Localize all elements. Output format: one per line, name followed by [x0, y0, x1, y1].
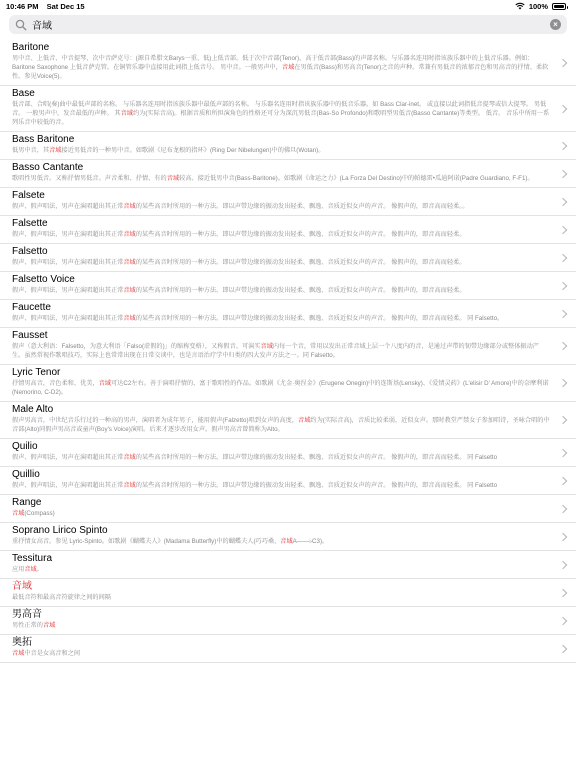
text-segment: 假声、假声唱法，男声在演唱超出其正常	[12, 482, 124, 489]
list-item[interactable]	[0, 40, 576, 86]
highlight-term: 音域	[123, 203, 136, 210]
highlight-term: 音域	[123, 482, 136, 489]
text-segment: 假声、假声唱法，男声在演唱超出其正常	[12, 231, 124, 238]
text-segment: Faucette	[12, 302, 51, 313]
clear-icon[interactable]: ×	[550, 19, 561, 30]
highlight-term: 音域	[123, 315, 136, 322]
list-item-title	[12, 245, 550, 258]
text-segment: 假声、假声唱法，男声在演唱超出其正常	[12, 287, 124, 294]
text-segment: Range	[12, 497, 42, 508]
list-item[interactable]	[0, 495, 576, 523]
text-segment: 奥拓	[12, 637, 32, 648]
list-item[interactable]	[0, 244, 576, 272]
list-item-description	[12, 621, 550, 630]
list-item[interactable]	[0, 365, 576, 402]
text-segment: 假声、假声唱法，男声在演唱超出其正常	[12, 203, 124, 210]
text-segment: Baritone	[12, 42, 50, 53]
list-item-title	[12, 87, 550, 100]
text-segment: 的某些高音时所用的一种方法。即以声带边缘的振动发出轻柔、飘逸、音质近似女声的声音。 像假声的，即音高而轻柔。 同 Falsetto	[135, 454, 498, 461]
highlight-term: 音域	[12, 581, 32, 592]
list-item-title	[12, 580, 550, 593]
list-item-title	[12, 440, 550, 453]
highlight-term: 音域	[298, 417, 311, 424]
list-item-title	[12, 217, 550, 230]
text-segment: 约为(实际音高)。根据音质和所担演角色的性格还可分为深沉男低音(Bas-So Profondo)和歌唱型男低音(Basso Cantante)等类型。 低音。 音乐中所用一系列乐音中较低的音。	[12, 110, 550, 126]
list-item-title	[12, 329, 550, 342]
list-item[interactable]	[0, 551, 576, 579]
text-segment: 。	[36, 566, 43, 573]
chevron-right-icon	[559, 141, 567, 149]
text-segment: 较高、接近低男中音(Bass-Baritone)。如歌剧《命运之力》(La Forza Del Destino)中的帕德雷•瓜迪阿诺(Padre Guardiano, F-F1)。	[179, 175, 534, 182]
list-item-title	[12, 552, 550, 565]
list-item-title	[12, 524, 550, 537]
text-segment: Tessitura	[12, 553, 53, 564]
list-item[interactable]	[0, 635, 576, 663]
text-segment: 的某些高音时所用的一种方法。即以声带边缘的振动发出轻柔、飘逸、音质近似女声的声音。 像假声的，即音高而轻柔。	[135, 287, 466, 294]
list-item-description	[12, 54, 550, 81]
status-date: Sat Dec 15	[46, 1, 85, 11]
list-item[interactable]	[0, 467, 576, 495]
chevron-right-icon	[559, 253, 567, 261]
text-segment: 抒情男高音，音色柔和、优美，	[12, 380, 99, 387]
list-item-description	[12, 174, 550, 183]
highlight-term: 音域	[260, 343, 273, 350]
text-segment: 歌唱性男低音。又称抒情男低音。声音柔和、抒情、有的	[12, 175, 167, 182]
chevron-right-icon	[559, 476, 567, 484]
text-segment: Quillio	[12, 469, 40, 480]
list-item-description	[12, 537, 550, 546]
list-item-title	[12, 366, 550, 379]
list-item-description	[12, 342, 550, 360]
battery-icon	[552, 3, 566, 10]
list-item-description	[12, 286, 550, 295]
list-item-description	[12, 230, 550, 239]
text-segment: 假声、假声唱法，男声在演唱超出其正常	[12, 454, 124, 461]
wifi-icon	[515, 2, 525, 10]
chevron-right-icon	[559, 504, 567, 512]
text-segment: 男性正常的	[12, 622, 43, 629]
list-item-description	[12, 314, 550, 323]
list-item[interactable]	[0, 216, 576, 244]
list-item-title	[12, 189, 550, 202]
list-item-description	[12, 481, 550, 490]
text-segment: (Compass)	[24, 510, 55, 517]
chevron-right-icon	[559, 588, 567, 596]
highlight-term: 音域	[120, 110, 133, 117]
text-segment: Soprano Lirico Spinto	[12, 525, 108, 536]
text-segment: Falsetto	[12, 246, 48, 257]
status-bar	[0, 0, 576, 12]
text-segment: Male Alto	[12, 404, 54, 415]
search-bar	[0, 12, 576, 38]
list-item-description	[12, 509, 550, 518]
list-item[interactable]	[0, 607, 576, 635]
list-item[interactable]	[0, 188, 576, 216]
list-item-description	[12, 379, 550, 397]
battery-fill	[554, 5, 564, 8]
list-item-title	[12, 496, 550, 509]
list-item-title	[12, 608, 550, 621]
text-segment: 接近男低音的一种男中音。如歌剧《尼布龙根的指环》(Ring Der Nibelungen)中的佛旦(Wotan)。	[61, 147, 325, 154]
list-item-title	[12, 301, 550, 314]
list-item-description	[12, 202, 550, 211]
text-segment: 重抒情女高音。参见 Lyric-Spinto。如歌剧《蝴蝶夫人》(Madama Butterfly)中的蝴蝶夫人(巧巧桑，	[12, 538, 281, 545]
list-item[interactable]	[0, 523, 576, 551]
search-input[interactable]	[32, 19, 550, 30]
search-field-container[interactable]	[9, 15, 567, 34]
text-segment: 低音部、合唱(奏)曲中最低声部的名称。 与乐器名连用时指该族乐器中最低声部的名称。 与乐器名连用时指该族乐器中的低音乐器。如 Bass Clar-inet。 或直接以此词指低音提琴或倍大提琴。 男低音。 一般男声中，发音最低的声种。 其	[12, 101, 547, 117]
chevron-right-icon	[559, 448, 567, 456]
list-item-description	[12, 453, 550, 462]
list-item-title	[12, 161, 550, 174]
text-segment: 在男低音(Bass)和男高音(Tenor)之音的声种。常兼有男低音的浓郁音色和男高音的抒情、柔软性。参见Voice(5)。	[12, 64, 549, 80]
text-segment: 的某些高音时所用的一种方法。即以声带边缘的振动发出轻柔、飘逸、音质近似女声的声音。 像假声的，即音高而轻柔。	[135, 231, 466, 238]
chevron-right-icon	[559, 644, 567, 652]
text-segment: 假声、假声唱法，男声在演唱超出其正常	[12, 315, 124, 322]
list-item-description	[12, 100, 550, 127]
list-item[interactable]	[0, 328, 576, 365]
text-segment: 的某些高音时所用的一种方法。即以声带边缘的振动发出轻柔、飘逸、音质近似女声的声音。 像假声的，即音高而轻柔。 同 Falsetto	[135, 482, 498, 489]
highlight-term: 音域	[123, 287, 136, 294]
text-segment: A——♭C3)。	[292, 538, 329, 545]
list-item-title	[12, 403, 550, 416]
highlight-term: 音域	[166, 175, 180, 182]
highlight-term: 音域	[123, 259, 136, 266]
text-segment: 中音是女高音和之间	[24, 650, 81, 657]
list-item[interactable]	[0, 439, 576, 467]
chevron-right-icon	[559, 532, 567, 540]
highlight-term: 音域	[98, 380, 111, 387]
chevron-right-icon	[559, 416, 567, 424]
text-segment: 男高音	[12, 609, 42, 620]
text-segment: 内每一个音，常用以发出正常音域上层一个八度内的音，是通过声带的韧带边缘部分或整体振动产生。虽然常视作歌唱技巧，实际上也常常出现在日常交谈中，也是言语治疗学中归类的四大发声方法之一。同 Falsetto。	[12, 343, 539, 359]
text-segment: Basso Cantante	[12, 162, 84, 173]
chevron-right-icon	[559, 281, 567, 289]
list-item[interactable]	[0, 579, 576, 607]
chevron-right-icon	[559, 379, 567, 387]
list-item-description	[12, 593, 550, 602]
list-item[interactable]	[0, 132, 576, 160]
text-segment: Falsette	[12, 218, 48, 229]
text-segment: 约为(实际音高)，音质比较柔弱，近似女声。那时教堂严禁女子参加唱诗，圣咏合唱的中音部(Alto)同假声男高音或童声(Boy's Voice)演唱。后来才逐步改用女声。假声男高音曾简称为Alto。	[12, 417, 550, 433]
status-left	[6, 2, 91, 11]
text-segment: 男中音、上低音、中音提琴、次中音萨克号：(源自希腊文Barys一重、低)上低音部。低于次中音部(Tenor)、高于低音部(Bass)的声部名称。与乐器名连用时指该族乐器中的上低音乐器。例如：Baritone Saxophone 上低音萨克管。在铜管乐器中直接用此词指上低音号。 男中音。一般男声中，	[12, 55, 534, 71]
highlight-term: 音域	[280, 538, 293, 545]
chevron-right-icon	[559, 169, 567, 177]
highlight-term: 音域	[123, 454, 136, 461]
highlight-term: 音域	[281, 64, 295, 71]
text-segment: Falsete	[12, 190, 45, 201]
highlight-term: 音域	[12, 650, 25, 657]
text-segment: 假声男高音，中世纪音乐行过的一种高的男声，演唱者为成年男子，能用假声(Falzetto)唱到女声的高度，	[12, 417, 299, 424]
text-segment: 最低音符和最高音符旋律之间的间隔	[12, 594, 111, 601]
list-item[interactable]	[0, 402, 576, 439]
status-right	[515, 2, 566, 11]
chevron-right-icon	[559, 104, 567, 112]
text-segment: 可达C2左右。善于演唱抒情的、富于歌唱性的作品。如歌剧《尤金·奥涅金》(Erugene Onegin)中的连斯基(Lensky)、《爱情灵药》(L'elisir D' Amore)中的奈摩利诺(Nemorino, C-D2)。	[12, 380, 549, 396]
chevron-right-icon	[559, 197, 567, 205]
list-item[interactable]	[0, 86, 576, 132]
highlight-term: 音域	[123, 231, 136, 238]
results-list[interactable]	[0, 40, 576, 768]
list-item-description	[12, 258, 550, 267]
text-segment: Base	[12, 88, 35, 99]
text-segment: 低男中音，其	[12, 147, 50, 154]
list-item[interactable]	[0, 272, 576, 300]
text-segment: Falsetto Voice	[12, 274, 75, 285]
chevron-right-icon	[559, 225, 567, 233]
list-item-title	[12, 133, 550, 146]
chevron-right-icon	[559, 58, 567, 66]
list-item[interactable]	[0, 300, 576, 328]
battery-percent: 100%	[528, 1, 548, 11]
list-item-title	[12, 273, 550, 286]
list-item-title	[12, 41, 550, 54]
text-segment: Quilio	[12, 441, 38, 452]
text-segment: 假声（意大利语：Falsetto，为意大利语「Falso(虚假的)」的缩称变格），又称假音、可演实	[12, 343, 261, 350]
search-icon	[15, 19, 27, 31]
highlight-term: 音域	[24, 566, 37, 573]
list-item-title	[12, 468, 550, 481]
text-segment: 的某些高音时所用的一种方法。即以声带边缘的振动发出轻柔、飘逸、音质近似女声的声音。 像假声的，即音高而轻柔。 同 Falsetto。	[135, 315, 504, 322]
highlight-term: 音域	[49, 147, 62, 154]
chevron-right-icon	[559, 342, 567, 350]
text-segment: 假声、假声唱法，男声在演唱超出其正常	[12, 259, 124, 266]
chevron-right-icon	[559, 309, 567, 317]
chevron-right-icon	[559, 560, 567, 568]
list-item-description	[12, 649, 550, 658]
text-segment: Lyric Tenor	[12, 367, 61, 378]
chevron-right-icon	[559, 616, 567, 624]
text-segment: Fausset	[12, 330, 48, 341]
list-item-description	[12, 146, 550, 155]
text-segment: 的某些高音时所用的一种方法。即以声带边缘的振动发出轻柔、飘逸、音质近似女声的声音。 像假声的，即音高而轻柔。	[135, 259, 466, 266]
text-segment: 应用	[12, 566, 25, 573]
list-item-description	[12, 416, 550, 434]
list-item-description	[12, 565, 550, 574]
highlight-term: 音域	[42, 622, 56, 629]
status-time: 10:46 PM	[6, 1, 39, 11]
list-item-title	[12, 636, 550, 649]
text-segment: 的某些高音时所用的一种方法。即以声带边缘的振动发出轻柔、飘逸、音质近似女声的声音。 像假声的，即音高而轻柔。。	[135, 203, 469, 210]
highlight-term: 音域	[12, 510, 25, 517]
text-segment: Bass Baritone	[12, 134, 75, 145]
list-item[interactable]	[0, 160, 576, 188]
